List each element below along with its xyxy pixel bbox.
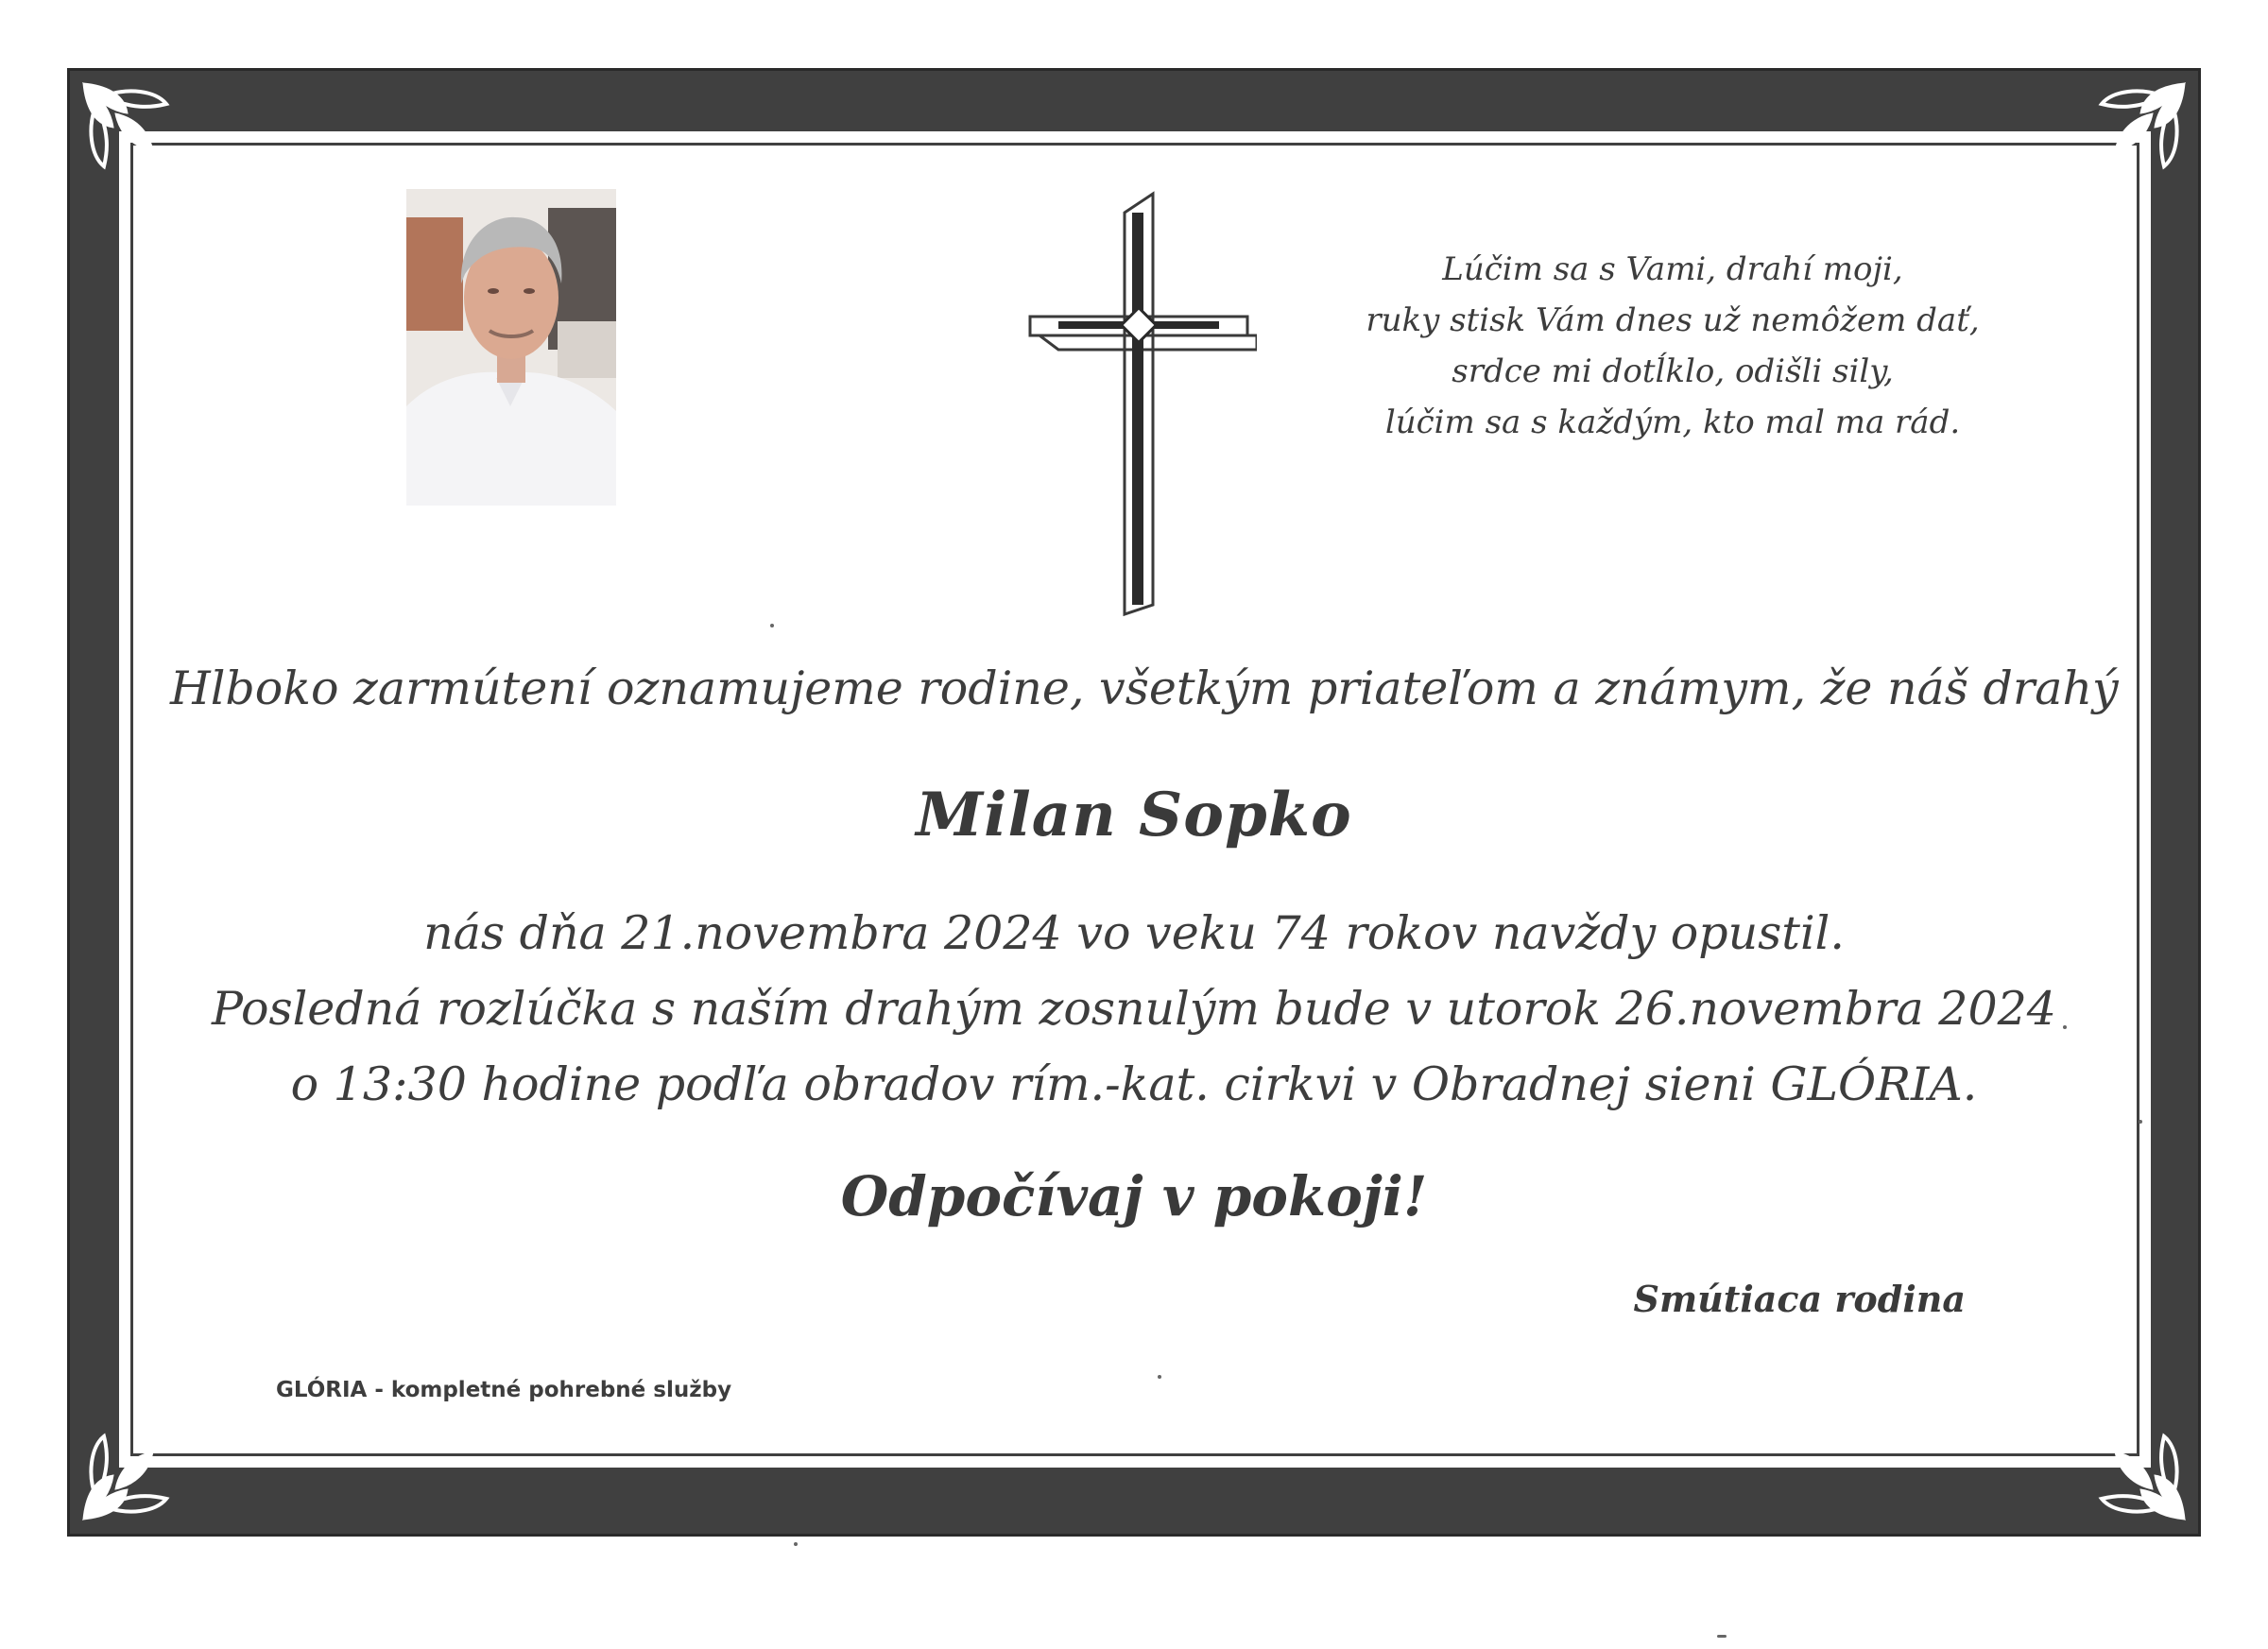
scan-speck [1158, 1375, 1161, 1379]
details-line: o 13:30 hodine podľa obradov rím.-kat. cirkvi v Obradnej sieni GLÓRIA. [290, 1057, 1978, 1111]
corner-ornament-icon [2088, 1423, 2192, 1527]
poem-line: ruky stisk Vám dnes už nemôžem dať, [1366, 301, 1980, 339]
corner-ornament-icon [76, 76, 180, 180]
deceased-name: Milan Sopko [916, 780, 1352, 850]
portrait-photo [406, 189, 616, 506]
poem-line: Lúčim sa s Vami, drahí moji, [1442, 250, 1903, 288]
poem-line: lúčim sa s každým, kto mal ma rád. [1384, 404, 1961, 441]
details-line: Posledná rozlúčka s naším drahým zosnulým bude v utorok 26.novembra 2024 [212, 982, 2056, 1036]
announcement-text: Hlboko zarmútení oznamujeme rodine, všetkým priateľom a známym, že náš drahý [170, 661, 2119, 715]
corner-ornament-icon [2088, 76, 2192, 180]
funeral-details [170, 896, 2098, 1123]
cross-icon [1021, 184, 1257, 619]
family-signature: Smútiaca rodina [1633, 1278, 1966, 1320]
closing-phrase: Odpočívaj v pokoji! [840, 1164, 1428, 1228]
scan-speck [794, 1542, 798, 1546]
poem-line: srdce mi dotĺklo, odišli sily, [1452, 352, 1894, 390]
funeral-company: GLÓRIA - kompletné pohrebné služby [276, 1378, 732, 1402]
scan-speck [770, 624, 774, 627]
scan-speck [2063, 1025, 2067, 1029]
scan-speck [1717, 1635, 1727, 1638]
details-line: nás dňa 21.novembra 2024 vo veku 74 rokov navždy opustil. [423, 906, 1845, 960]
scan-speck [2139, 1120, 2142, 1124]
farewell-poem [1323, 244, 2022, 448]
corner-ornament-icon [76, 1423, 180, 1527]
